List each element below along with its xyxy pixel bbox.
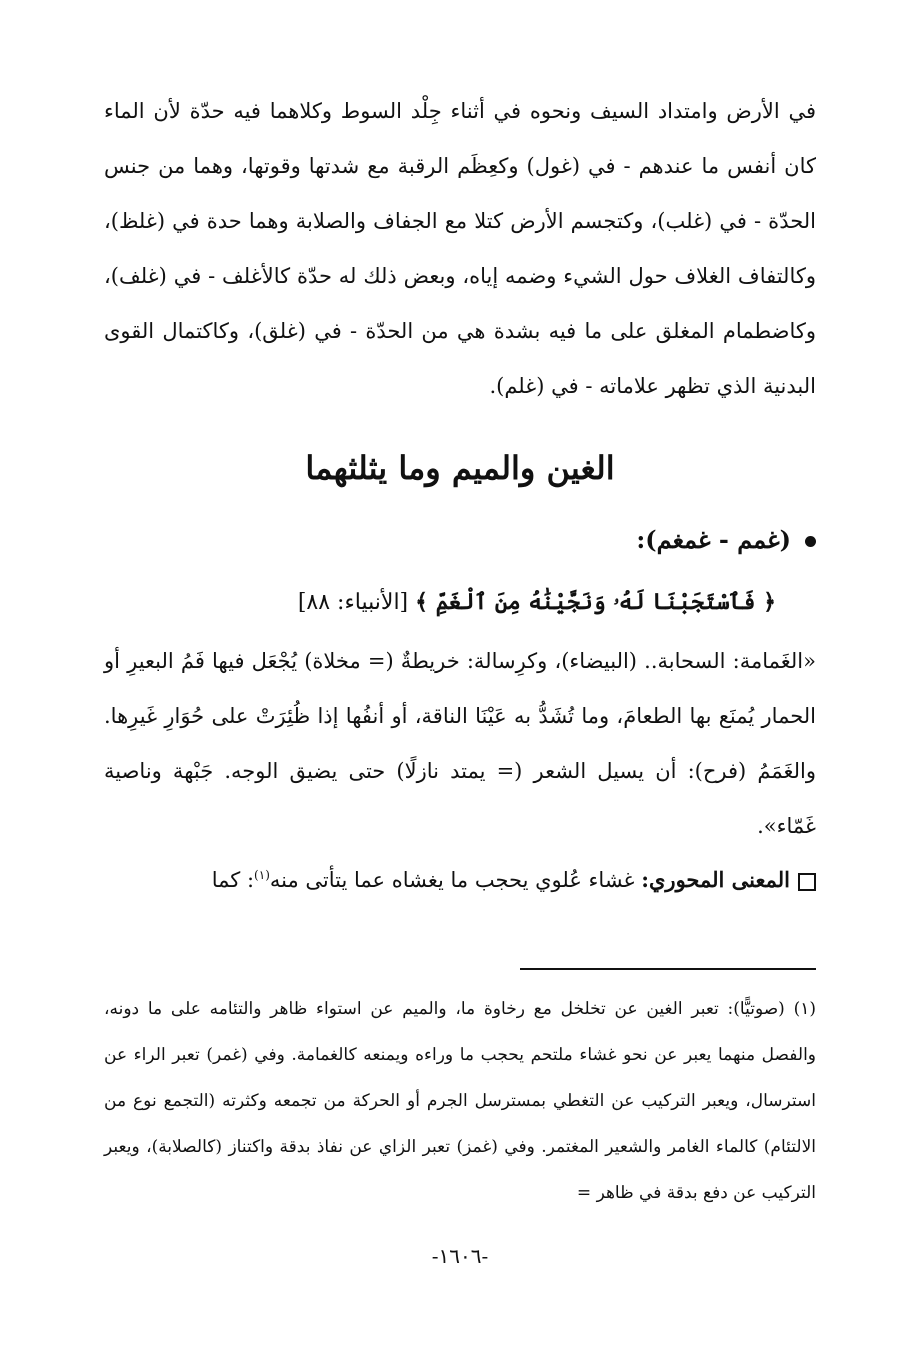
verse-reference: [الأنبياء: ٨٨] xyxy=(297,590,409,615)
entry-heading-text: (غمم - غمغم): xyxy=(636,525,791,554)
footnote-text: (صوتيًّا): تعبر الغين عن تخلخل مع رخاوة ما، والميم عن استواء ظاهر والتئامه على ما دونه، والفصل منهما يعبر عن نحو غشاء ملتحم يحجب ما وراءه ويمنعه كالغمامة. وفي (غمر) تعبر الراء عن استرسال، ويعبر التركيب عن التغطي بمسترسل الجرم أو الحركة من تجمعه وكثرته (التجمع نوع من الالتئام) كالماء الغامر والشعير المغتمر. وفي (غمز) تعبر الزاي عن نفاذ بدقة واكتناز (كالصلابة)، ويعبر التركيب عن دفع بدقة في ظاهر = xyxy=(104,999,816,1203)
core-meaning-text: غشاء عُلوي يحجب ما يغشاه عما يتأتى منه xyxy=(269,868,635,892)
page-number: -١٦٠٦- xyxy=(431,1244,489,1268)
checkbox-square-icon xyxy=(798,873,816,891)
section-title: الغين والميم وما يثلثهما xyxy=(305,449,615,487)
intro-paragraph: في الأرض وامتداد السيف ونحوه في أثناء جِلْد السوط وكلاهما فيه حدّة لأن الماء كان أنفس ما عندهم - في (غول) وكعِظَم الرقبة مع شدتها وقوتها، وهما من جنس الحدّة - في (غلب)، وكتجسم الأرض كتلا مع الجفاف والصلابة وهما حدة في (غلظ)، وكالتفاف الغلاف حول الشيء وضمه إياه، وبعض ذلك له حدّة كالأغلف - في (غلف)، وكاضطمام المغلق على ما فيه بشدة هي من الحدّة - في (غلق)، وكاكتمال القوى البدنية الذي تظهر علاماته - في (غلم). xyxy=(104,99,817,398)
footnote-marker: (١) xyxy=(793,999,816,1019)
core-meaning-paragraph xyxy=(104,852,816,908)
footnote-reference: (١) xyxy=(254,868,270,882)
core-meaning-tail: : كما xyxy=(211,868,255,892)
bullet-icon xyxy=(805,536,816,547)
footnote xyxy=(104,986,816,1216)
quran-verse xyxy=(104,580,816,625)
core-meaning-label: المعنى المحوري: xyxy=(641,867,790,892)
entry-heading xyxy=(104,518,816,562)
definition-paragraph: «الغَمامة: السحابة.. (البيضاء)، وكرِسالة: خريطةٌ (= مخلاة) يُجْعَل فيها فَمُ البعيرِ أو الحمار يُمنَع بها الطعامَ، وما تُشَدُّ به عَيْنَا الناقة، أو أنفُها إذا ظُئِرَتْ على حُوَارِ غَيرِها. والغَمَمُ (فرح): أن يسيل الشعر (= يمتد نازلًا) حتى يضيق الوجه. جَبْهة وناصية غَمّاء». xyxy=(104,649,816,838)
verse-text: ﴿ فَٱسْتَجَبْنَا لَهُۥ وَنَجَّيْنَٰهُ مِنَ ٱلْغَمِّ ﴾ xyxy=(415,589,776,615)
footnote-separator xyxy=(520,968,816,970)
